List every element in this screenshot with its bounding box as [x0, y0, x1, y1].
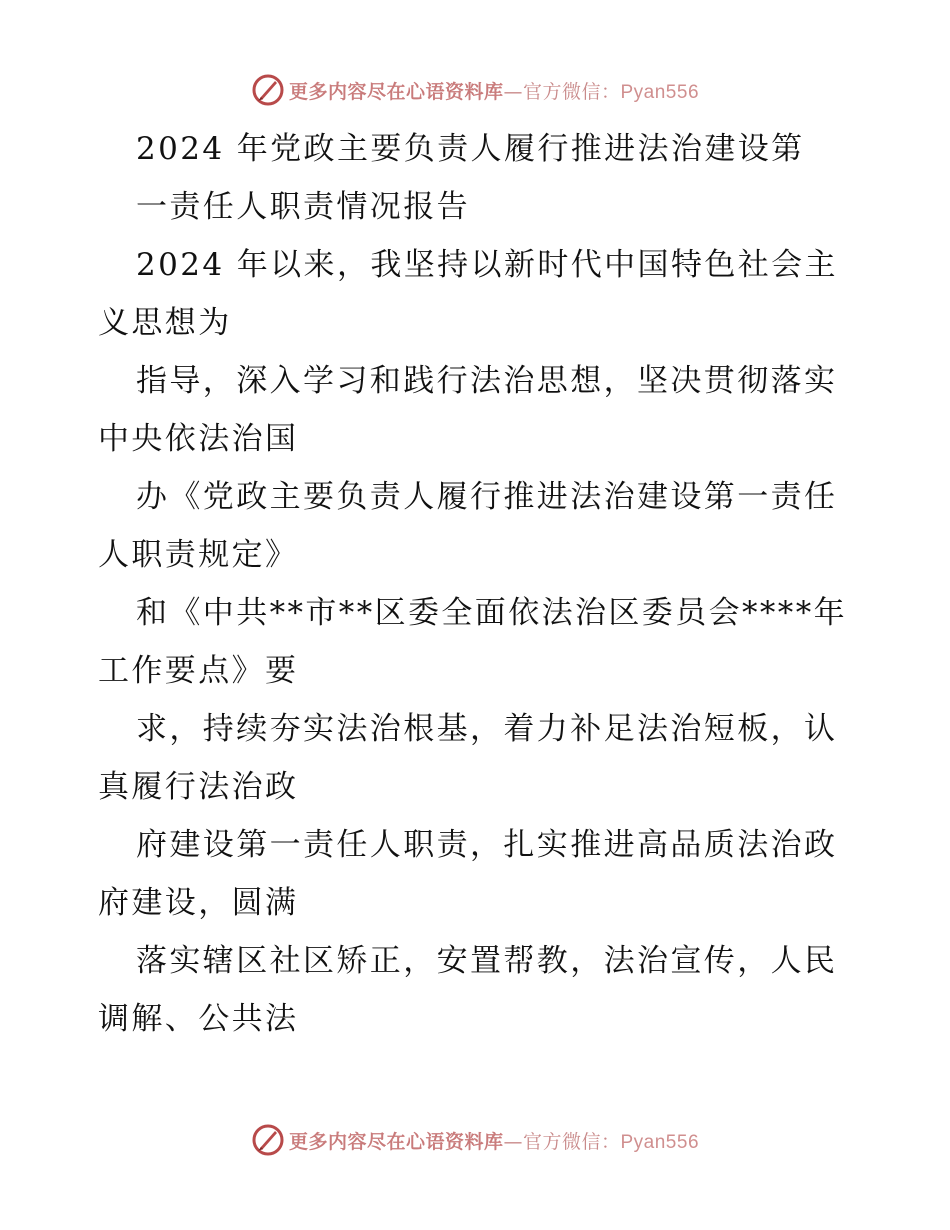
quill-logo-icon: [251, 1123, 285, 1157]
paragraph-line: 调解、公共法: [98, 1001, 299, 1037]
paragraph-line: 和《中共**市**区委全面依法治区委员会****年: [136, 595, 847, 631]
paragraph-line: 人职责规定》: [98, 537, 299, 573]
paragraph-line: 府建设，圆满: [98, 885, 299, 921]
paragraph-line: 义思想为: [98, 305, 232, 341]
footer-watermark: [0, 1120, 950, 1160]
paragraph-line: 落实辖区社区矫正，安置帮教，法治宣传，人民: [136, 943, 838, 979]
paragraph-line: 真履行法治政: [98, 769, 299, 805]
paragraph-line: 府建设第一责任人职责，扎实推进高品质法治政: [136, 827, 838, 863]
paragraph-line: 中央依法治国: [98, 421, 299, 457]
paragraph-line: 指导，深入学习和践行法治思想，坚决贯彻落实: [136, 363, 838, 399]
document-title-line: 2024 年党政主要负责人履行推进法治建设第: [136, 131, 805, 167]
paragraph-line: 办《党政主要负责人履行推进法治建设第一责任: [136, 479, 838, 515]
header-watermark: [0, 70, 950, 110]
watermark-text: 更多内容尽在心语资料库—官方微信：Pyan556: [288, 80, 700, 103]
document-title-line: 一责任人职责情况报告: [136, 189, 470, 225]
quill-logo-icon: [251, 73, 285, 107]
paragraph-line: 2024 年以来，我坚持以新时代中国特色社会主: [136, 247, 838, 283]
watermark-text: 更多内容尽在心语资料库—官方微信：Pyan556: [288, 1130, 700, 1153]
paragraph-line: 工作要点》要: [98, 653, 299, 689]
paragraph-line: 求，持续夯实法治根基，着力补足法治短板，认: [136, 711, 838, 747]
document-body: [98, 120, 858, 1048]
